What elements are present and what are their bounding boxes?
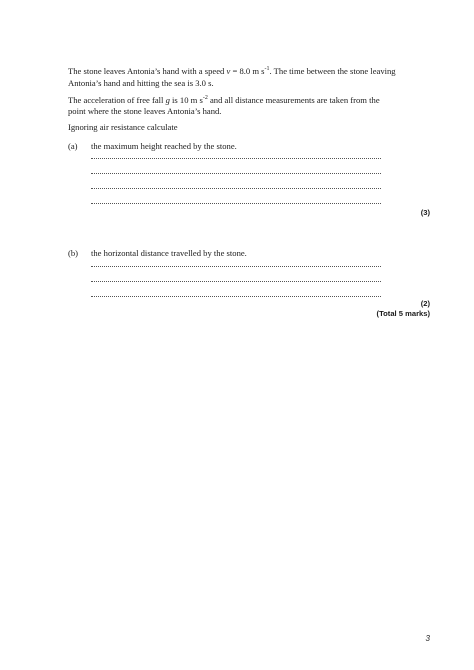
intro-line-3: The acceleration of free fall g is 10 m $s^{-2}$ and all distance measurements are taken from the [68, 95, 380, 105]
part-a-question: the maximum height reached by the stone. [91, 141, 237, 151]
answer-line[interactable] [91, 173, 381, 174]
part-b-label: (b) [68, 248, 79, 258]
answer-line[interactable] [91, 158, 381, 159]
answer-line[interactable] [91, 266, 381, 267]
answer-line[interactable] [91, 281, 381, 282]
answer-line[interactable] [91, 188, 381, 189]
answer-line[interactable] [91, 203, 381, 204]
part-b-question: the horizontal distance travelled by the stone. [91, 248, 247, 258]
part-a-label: (a) [68, 141, 78, 151]
intro-line-1: The stone leaves Antonia’s hand with a speed v = 8.0 m $s^{-1}$. The time between the stone leaving [68, 66, 396, 76]
speed-variable: v [226, 66, 231, 76]
answer-line[interactable] [91, 296, 381, 297]
intro-line-5: Ignoring air resistance calculate [68, 122, 178, 132]
gravity-variable: g [165, 95, 170, 105]
total-marks: (Total 5 marks) [376, 309, 430, 318]
intro-line-2: Antonia’s hand and hitting the sea is 3.0 s. [68, 78, 214, 88]
part-a-marks: (3) [420, 208, 430, 217]
intro-line-4: point where the stone leaves Antonia’s hand. [68, 106, 222, 116]
page-number: 3 [425, 634, 430, 643]
part-b-marks: (2) [420, 299, 430, 308]
